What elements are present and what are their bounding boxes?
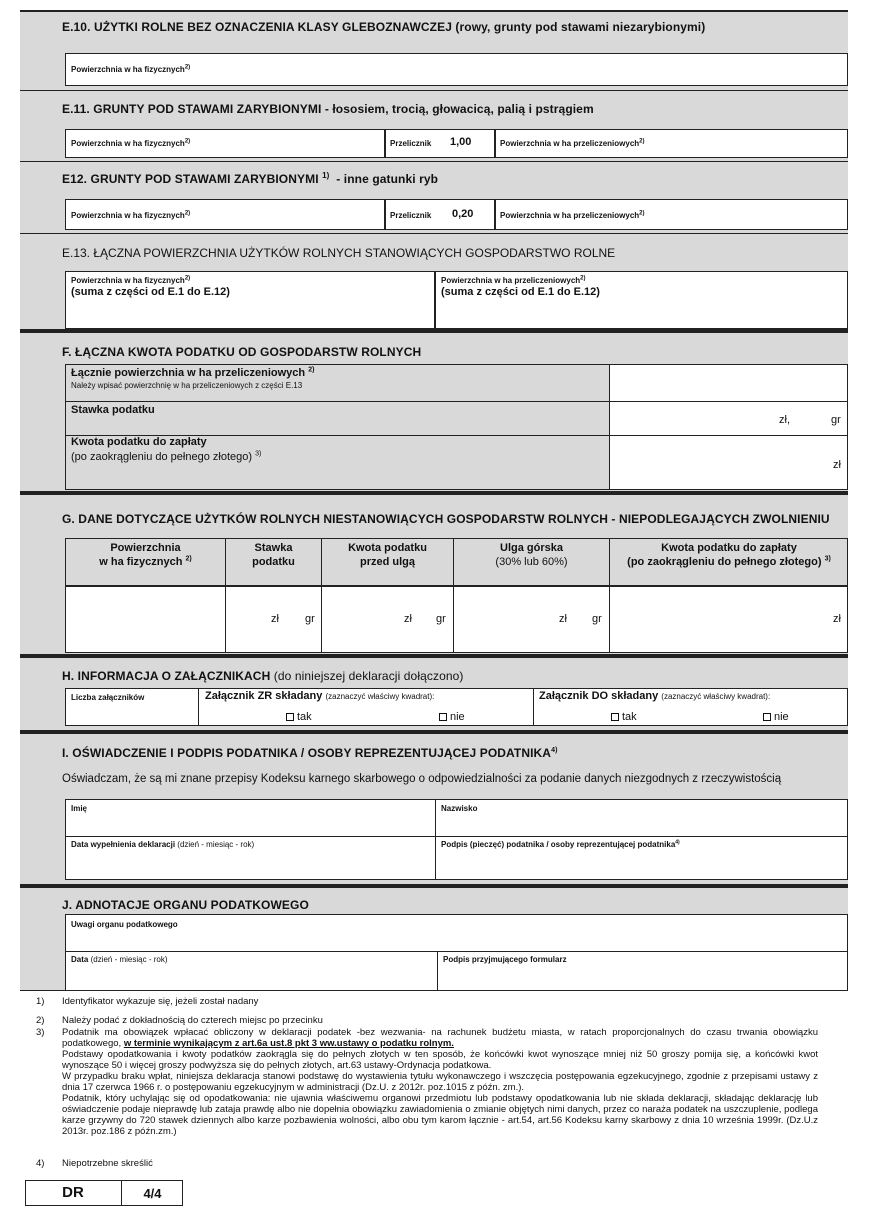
h-zr-label: Załącznik ZR składany [205,690,323,702]
g-rate-gr: gr [305,613,315,625]
h-zr-no[interactable]: nie [439,711,465,723]
footnote-3: Podatnik ma obowiązek wpłacać obliczony w deklaracji podatek -bez wezwania- na rachunek budżetu miasta, w ratach proporcjonalnych do czasu trwania obowiązku podatkowego, w terminie wynikającym z art.6a ust.8 pkt 3 ww.ustawy o podatku rolnym. Podstawy opodatkowania i kwoty podatków zaokrągla się do pełnych złotych w ten sposób, że końcówki kwot wynoszące mniej niż 50 groszy pomija się, a końcówki kwot wynoszące 50 i więcej groszy podwyższa się do pełnych złotych, art.63 ustawy-Ordynacja podatkowa. W przypadku braku wpłat, niniejsza deklaracja stanowi podstawę do wystawienia tytułu wykonawczego i wszczęcia postępowania egzekucyjnego, zgodnie z przepisami ustawy z dnia 17 czerwca 1966 r. o postępowaniu egzekucyjnym w administracji (Dz.U. z 2012r. poz.1015 z późn. zm.). Podatnik, który uchylając się od opodatkowania: nie ujawnia właściwemu organowi przedmiotu lub podstawy opodatkowania lub nie składa deklaracji, składając deklarację lub oświadczenie podaje nieprawdę lub zataja prawdę albo nie dopełnia obowiązku zawiadomienia o zmianie objętych nimi danych, przez co naraża podatek na uszczuplenie, podlega karze grzywny do 720 stawek dziennych albo karze pozbawienia wolności, albo obu tym karom łącznie - art.54, art.56 Kodeksu karny skarbowy z dnia 10 września 1999r. (Dz.U.z 2013r. poz.186 z późn.zm.) [62,1027,818,1137]
e11-area-label: Powierzchnia w ha fizycznych [71,139,185,148]
f-rate-field[interactable] [609,401,848,436]
f-title: F. ŁĄCZNA KWOTA PODATKU OD GOSPODARSTW ROLNYCH [62,345,422,359]
h-do-yes[interactable]: tak [611,711,637,723]
g-rate-zl: zł [271,613,279,625]
e12-area-label: Powierzchnia w ha fizycznych [71,211,185,220]
h-do-label: Załącznik DO składany [539,690,659,702]
h-do-no-checkbox[interactable] [763,713,771,721]
h-do-hint: (zaznaczyć właściwy kwadrat): [661,692,771,701]
e13-converted-label: Powierzchnia w ha przeliczeniowych [441,276,581,285]
j-notes-label: Uwagi organu podatkowego [71,920,178,929]
g-col2-b: podatku [252,556,295,568]
form-code: DR [62,1184,84,1201]
f-rate-gr: gr [831,414,841,426]
i-last-name-label: Nazwisko [441,804,478,813]
f-total-area-label: Łącznie powierzchnia w ha przeliczeniowych [71,367,306,379]
h-title-suffix: (do niniejszej deklaracji dołączono) [273,669,464,683]
i-signature-label: Podpis (pieczęć) podatnika / osoby reprezentującej podatnika [441,840,676,849]
i-first-name-field[interactable] [65,799,436,837]
e12-title-suffix: - inne gatunki ryb [336,172,439,186]
g-col3-b: przed ulgą [359,556,415,568]
j-date-label: Data [71,955,89,964]
j-date-hint: (dzień - miesiąc - rok) [90,955,168,964]
i-title: I. OŚWIADCZENIE I PODPIS PODATNIKA / OSOBY REPREZENTUJĄCEJ PODATNIKA [62,746,552,760]
g-col4-b: (30% lub 60%) [495,556,568,568]
f-due-zl: zł [833,459,841,471]
g-col4-a: Ulga górska [500,542,563,554]
h-do-yes-checkbox[interactable] [611,713,619,721]
i-first-name-label: Imię [71,804,88,813]
g-due-zl: zł [833,613,841,625]
h-zr-hint: (zaznaczyć właściwy kwadrat): [325,692,435,701]
footnote-2-num: 2) [36,1015,45,1026]
e13-area-label: Powierzchnia w ha fizycznych [71,276,185,285]
g-tax-due-field[interactable] [610,587,848,652]
footnote-1: Identyfikator wykazuje się, jeżeli został nadany [62,996,259,1007]
i-statement: Oświadczam, że są mi znane przepisy Kodeksu karnego skarbowego o odpowiedzialności za podanie danych niezgodnych z rzeczywistością [62,773,782,785]
e13-converted-sum: (suma z części od E.1 do E.12) [441,286,600,298]
i-date-label: Data wypełnienia deklaracji [71,840,176,849]
f-rate-label: Stawka podatku [71,404,155,416]
f-due-field[interactable] [609,435,848,490]
g-area-field[interactable] [66,587,225,652]
e13-area-sum: (suma z części od E.1 do E.12) [71,286,230,298]
h-zr-yes-checkbox[interactable] [286,713,294,721]
g-title: G. DANE DOTYCZĄCE UŻYTKÓW ROLNYCH NIESTANOWIĄCYCH GOSPODARSTW ROLNYCH - NIEPODLEGAJĄCYCH ZWOLNIENIU [62,512,830,526]
footnote-3-num: 3) [36,1027,45,1038]
f-total-area-field[interactable] [609,364,848,402]
i-date-hint: (dzień - miesiąc - rok) [177,840,255,849]
f-due-label: Kwota podatku do zapłaty [71,436,207,448]
g-before-zl: zł [404,613,412,625]
footnote-4-num: 4) [36,1158,45,1169]
j-notes-field[interactable] [65,914,848,952]
e12-converted-label: Powierzchnia w ha przeliczeniowych [500,211,640,220]
footnote-2: Należy podać z dokładnością do czterech miejsc po przecinku [62,1015,323,1026]
g-before-gr: gr [436,613,446,625]
g-col1-b: w ha fizycznych [99,556,183,568]
f-due-hint: (po zaokrągleniu do pełnego złotego) [71,451,253,463]
e10-title: E.10. UŻYTKI ROLNE BEZ OZNACZENIA KLASY GLEBOZNAWCZEJ (rowy, grunty pod stawami niezarybionymi) [62,20,706,34]
i-last-name-field[interactable] [435,799,848,837]
e10-area-label: Powierzchnia w ha fizycznych [71,65,185,74]
g-relief-gr: gr [592,613,602,625]
h-zr-no-checkbox[interactable] [439,713,447,721]
f-total-area-hint: Należy wpisać powierzchnię w ha przeliczeniowych z części E.13 [71,381,303,390]
g-relief-field[interactable] [454,587,609,652]
g-col3-a: Kwota podatku [348,542,427,554]
footnote-1-num: 1) [36,996,45,1007]
h-title: H. INFORMACJA O ZAŁĄCZNIKACH [62,669,271,683]
footnote-4: Niepotrzebne skreślić [62,1158,153,1169]
e12-title-sup: 1) [322,171,330,180]
e11-multiplier-value: 1,00 [450,136,472,148]
e11-converted-label: Powierzchnia w ha przeliczeniowych [500,139,640,148]
f-rate-zl: zł, [779,414,790,426]
g-relief-zl: zł [559,613,567,625]
h-count-label: Liczba załączników [71,693,145,702]
j-signature-label: Podpis przyjmującego formularz [443,955,567,964]
g-col5-b: (po zaokrągleniu do pełnego złotego) [627,556,822,568]
e12-title: E12. GRUNTY POD STAWAMI ZARYBIONYMI [62,172,319,186]
e12-multiplier-label: Przelicznik [390,211,432,220]
g-col1-a: Powierzchnia [110,542,181,554]
e11-multiplier-label: Przelicznik [390,139,432,148]
e13-title: E.13. ŁĄCZNA POWIERZCHNIA UŻYTKÓW ROLNYCH STANOWIĄCYCH GOSPODARSTWO ROLNE [62,246,616,260]
g-col5-a: Kwota podatku do zapłaty [661,542,797,554]
h-zr-yes[interactable]: tak [286,711,312,723]
g-tax-before-field[interactable] [322,587,453,652]
e11-title: E.11. GRUNTY POD STAWAMI ZARYBIONYMI - łososiem, trocią, głowacicą, palią i pstrągiem [62,102,594,116]
form-page: 4/4 [143,1186,162,1201]
h-do-no[interactable]: nie [763,711,789,723]
g-col2-a: Stawka [254,542,293,554]
e12-multiplier-value: 0,20 [452,208,474,220]
j-title: J. ADNOTACJE ORGANU PODATKOWEGO [62,898,309,912]
